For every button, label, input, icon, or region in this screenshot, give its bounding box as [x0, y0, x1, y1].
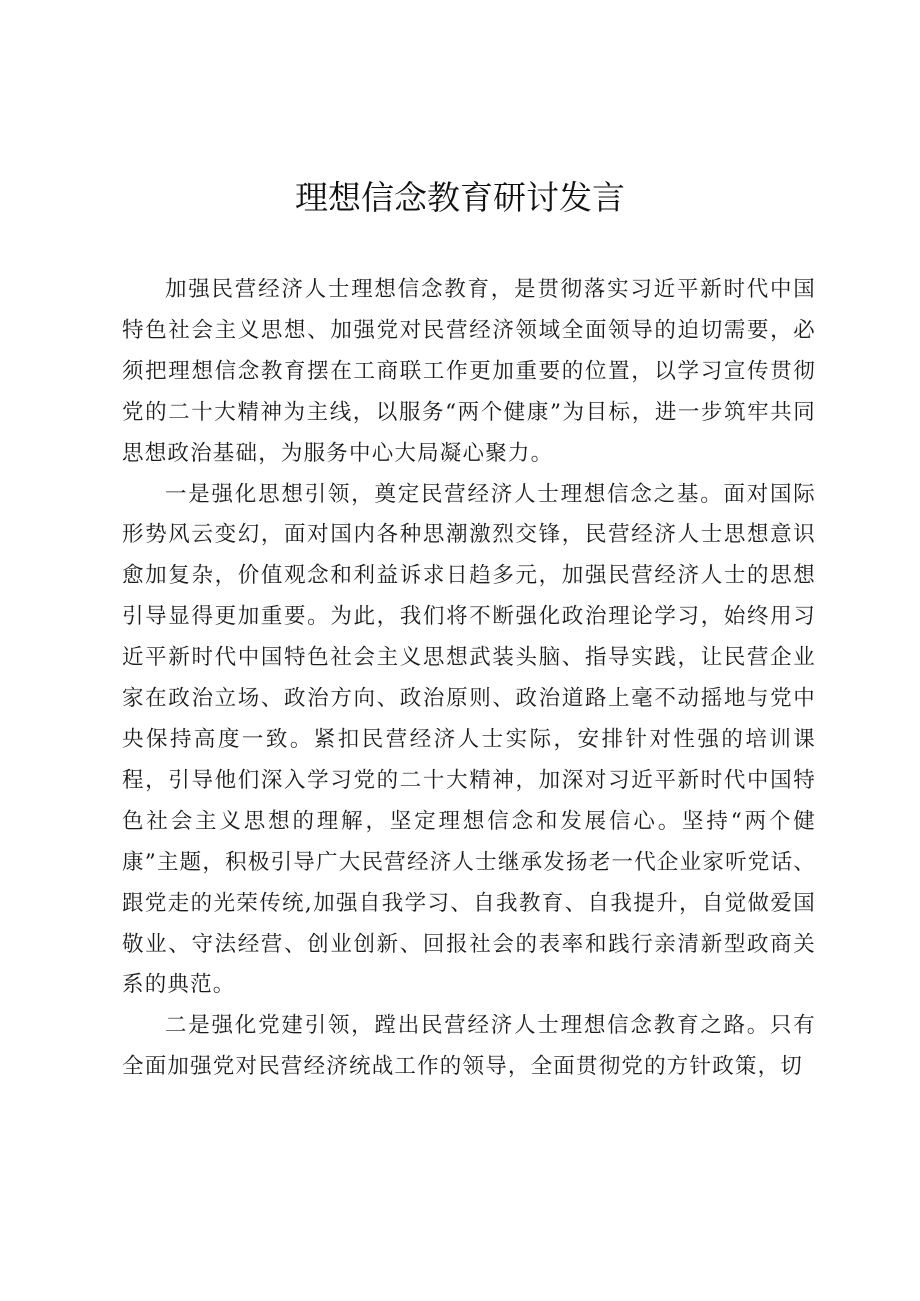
paragraph-intro: 加强民营经济人士理想信念教育，是贯彻落实习近平新时代中国特色社会主义思想、加强党对民营经济领域全面领导的迫切需要，必须把理想信念教育摆在工商联工作更加重要的位置，以学习宣传贯彻党的二十大精神为主线，以服务“两个健康”为目标，进一步筑牢共同思想政治基础，为服务中心大局凝心聚力。: [122, 277, 816, 466]
paragraph-point-two: 二是强化党建引领，蹚出民营经济人士理想信念教育之路。只有全面加强党对民营经济统战工作的领导，全面贯彻党的方针政策，切: [122, 1013, 816, 1080]
paragraph-point-one: 一是强化思想引领，奠定民营经济人士理想信念之基。面对国际形势风云变幻，面对国内各种思潮激烈交锋，民营经济人士思想意识愈加复杂，价值观念和利益诉求日趋多元，加强民营经济人士的思想引导显得更加重要。为此，我们将不断强化政治理论学习，始终用习近平新时代中国特色社会主义思想武装头脑、指导实践，让民营企业家在政治立场、政治方向、政治原则、政治道路上毫不动摇地与党中央保持高度一致。紧扣民营经济人士实际，安排针对性强的培训课程，引导他们深入学习党的二十大精神，加深对习近平新时代中国特色社会主义思想的理解，坚定理想信念和发展信心。坚持“两个健康”主题，积极引导广大民营经济人士继承发扬老一代企业家听党话、跟党走的光荣传统,加强自我学习、自我教育、自我提升，自觉做爱国敬业、守法经营、创业创新、回报社会的表率和践行亲清新型政商关系的典范。: [122, 481, 816, 998]
document-body: [122, 270, 816, 1088]
document-title: 理想信念教育研讨发言: [295, 178, 625, 217]
